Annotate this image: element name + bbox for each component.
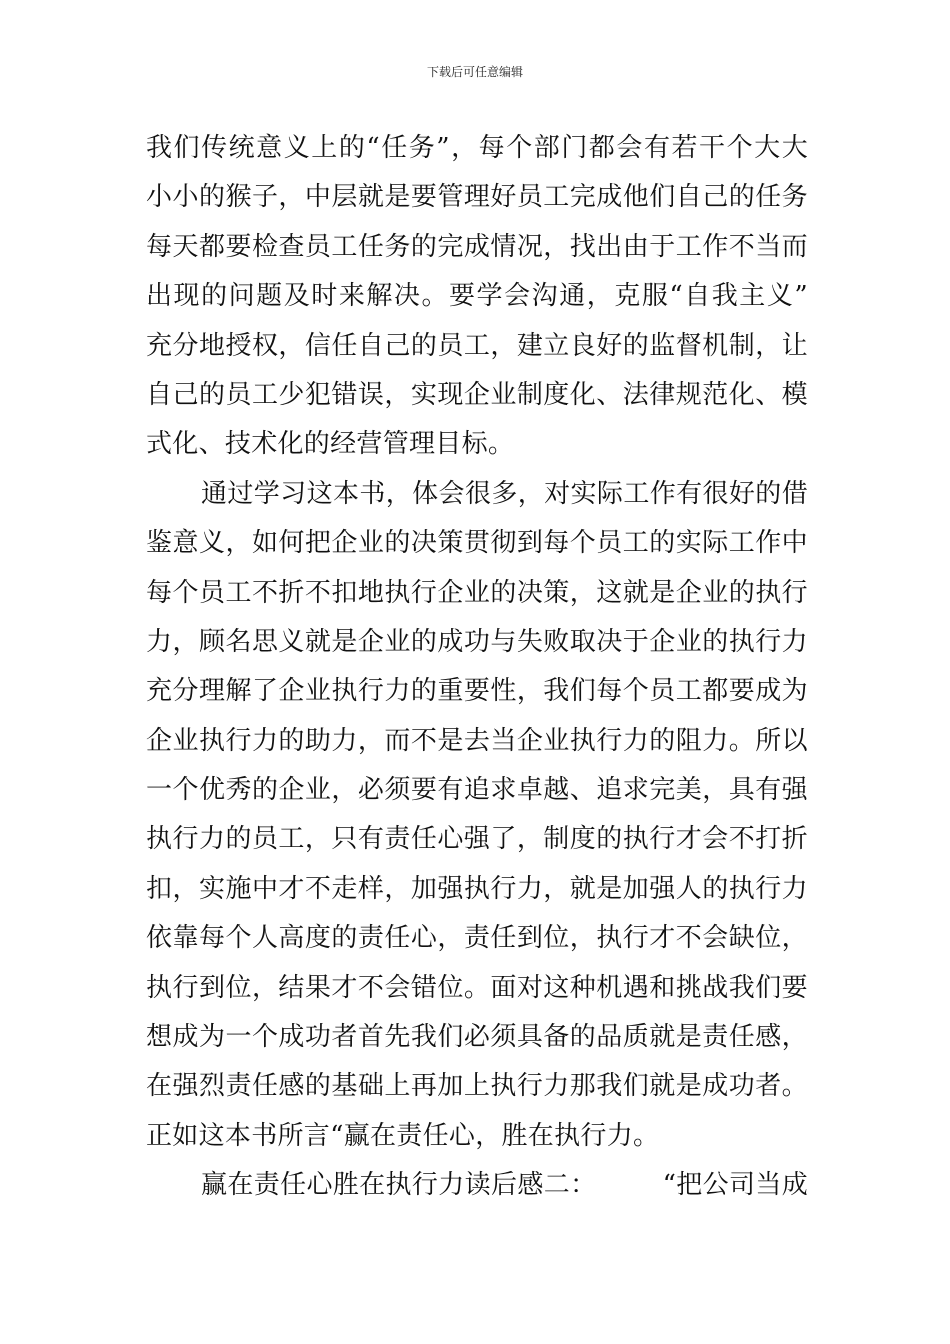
text-line: 执行到位，结果才不会错位。面对这种机遇和挑战我们要 bbox=[146, 972, 808, 1003]
text-line: 出现的问题及时来解决。要学会沟通，克服“自我主义” bbox=[146, 281, 808, 312]
text-line: 一个优秀的企业，必须要有追求卓越、追求完美，具有强 bbox=[146, 775, 808, 806]
text-line: 扣，实施中才不走样，加强执行力，就是加强人的执行力 bbox=[146, 873, 808, 904]
text-line: 充分地授权，信任自己的员工，建立良好的监督机制，让 bbox=[146, 330, 808, 361]
text-line: 自己的员工少犯错误，实现企业制度化、法律规范化、模 bbox=[146, 379, 808, 410]
text-line: 赢在责任心胜在执行力读后感二： “把公司当成 bbox=[201, 1170, 808, 1201]
text-line: 式化、技术化的经营管理目标。 bbox=[146, 429, 515, 460]
text-line: 执行力的员工，只有责任心强了，制度的执行才会不打折 bbox=[146, 824, 808, 855]
text-line: 我们传统意义上的“任务”，每个部门都会有若干个大大 bbox=[146, 133, 808, 163]
text-line: 依靠每个人高度的责任心，责任到位，执行才不会缺位， bbox=[146, 923, 808, 954]
text-line: 小小的猴子，中层就是要管理好员工完成他们自己的任务 bbox=[146, 182, 808, 213]
text-line: 力，顾名思义就是企业的成功与失败取决于企业的执行力 bbox=[146, 626, 808, 657]
text-line: 在强烈责任感的基础上再加上执行力那我们就是成功者。 bbox=[146, 1071, 808, 1102]
page-header-note: 下载后可任意编辑 bbox=[426, 65, 523, 79]
text-line: 通过学习这本书，体会很多，对实际工作有很好的借 bbox=[201, 478, 808, 509]
text-line: 企业执行力的助力，而不是去当企业执行力的阻力。所以 bbox=[146, 725, 808, 756]
text-line: 正如这本书所言“赢在责任心，胜在执行力。 bbox=[146, 1120, 660, 1151]
text-line: 想成为一个成功者首先我们必须具备的品质就是责任感， bbox=[146, 1022, 808, 1053]
text-line: 每天都要检查员工任务的完成情况，找出由于工作不当而 bbox=[146, 231, 808, 262]
text-line: 每个员工不折不扣地执行企业的决策，这就是企业的执行 bbox=[146, 577, 808, 608]
document-body bbox=[146, 124, 808, 1211]
text-line: 鉴意义，如何把企业的决策贯彻到每个员工的实际工作中 bbox=[146, 528, 808, 559]
text-line: 充分理解了企业执行力的重要性，我们每个员工都要成为 bbox=[146, 676, 808, 707]
